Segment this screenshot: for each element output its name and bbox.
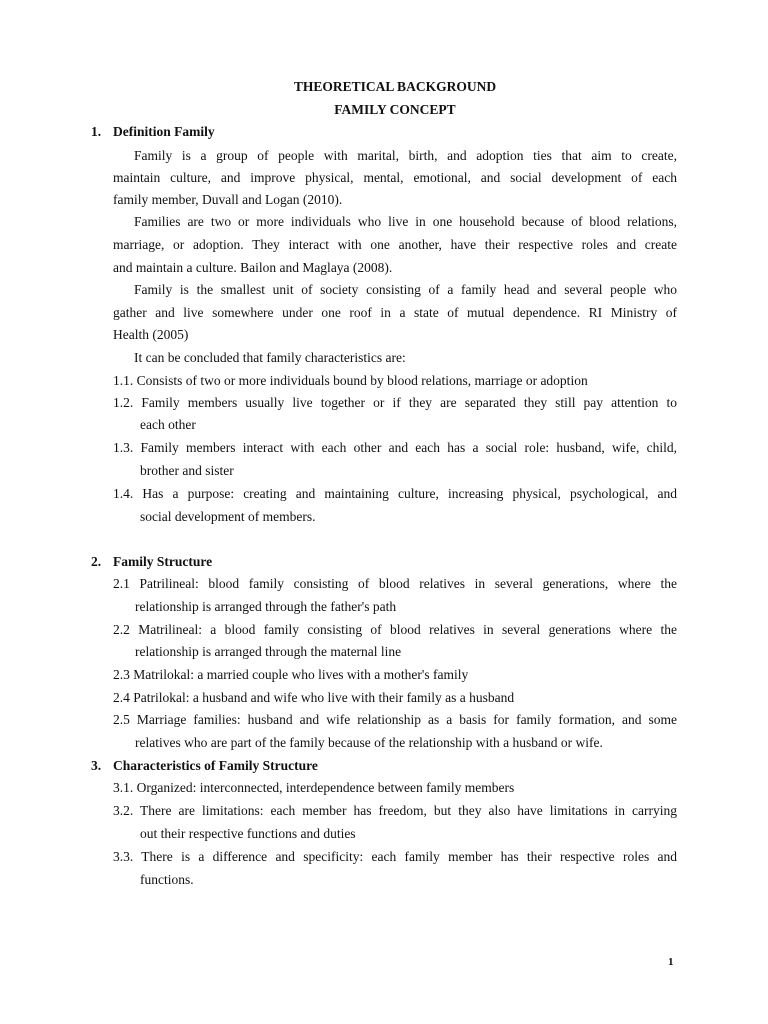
paragraph-1-line-2: maintain culture, and improve physical, mental, emotional, and social development of each: [113, 170, 677, 185]
list-item-1-4: 1.4. Has a purpose: creating and maintaining culture, increasing physical, psychological, and: [113, 486, 677, 501]
list-item-2-1-cont: relationship is arranged through the father's path: [135, 599, 397, 614]
paragraph-1-line-3: family member, Duvall and Logan (2010).: [113, 192, 343, 207]
document-subtitle: FAMILY CONCEPT: [334, 102, 456, 117]
section-1-heading: Definition Family: [113, 124, 215, 139]
list-item-2-2-cont: relationship is arranged through the maternal line: [135, 644, 402, 659]
section-2-heading: Family Structure: [113, 554, 213, 569]
paragraph-3-line-2: gather and live somewhere under one roof in a state of mutual dependence. RI Ministry of: [113, 305, 677, 320]
list-item-2-1: 2.1 Patrilineal: blood family consisting of blood relatives in several generations, where the: [113, 576, 677, 591]
paragraph-3-line-1: Family is the smallest unit of society consisting of a family head and several people who: [134, 282, 677, 297]
list-item-3-2-cont: out their respective functions and duties: [140, 826, 356, 841]
section-1-number: 1.: [91, 124, 102, 139]
list-item-1-2-cont: each other: [140, 417, 196, 432]
section-3-heading: Characteristics of Family Structure: [113, 758, 318, 773]
list-item-3-2: 3.2. There are limitations: each member has freedom, but they also have limitations in carrying: [113, 803, 677, 818]
section-2-number: 2.: [91, 554, 102, 569]
paragraph-2-line-3: and maintain a culture. Bailon and Maglaya (2008).: [113, 260, 393, 275]
paragraph-2-line-1: Families are two or more individuals who live in one household because of blood relations,: [134, 214, 677, 229]
list-item-2-5-cont: relatives who are part of the family because of the relationship with a husband or wife.: [135, 735, 603, 750]
list-item-2-3: 2.3 Matrilokal: a married couple who lives with a mother's family: [113, 667, 469, 682]
list-item-1-4-cont: social development of members.: [140, 509, 316, 524]
document-title: THEORETICAL BACKGROUND: [293, 79, 497, 94]
paragraph-3-line-3: Health (2005): [113, 327, 189, 342]
list-item-1-2: 1.2. Family members usually live together or if they are separated they still pay attention to: [113, 395, 677, 410]
paragraph-4: It can be concluded that family characteristics are:: [134, 350, 406, 365]
list-item-3-1: 3.1. Organized: interconnected, interdependence between family members: [113, 780, 515, 795]
page-number: 1: [668, 956, 674, 968]
list-item-1-3-cont: brother and sister: [140, 463, 234, 478]
list-item-2-5: 2.5 Marriage families: husband and wife relationship as a basis for family formation, and some: [113, 712, 677, 727]
paragraph-1-line-1: Family is a group of people with marital, birth, and adoption ties that aim to create,: [134, 148, 677, 163]
section-3-number: 3.: [91, 758, 102, 773]
list-item-1-3: 1.3. Family members interact with each other and each has a social role: husband, wife, child,: [113, 440, 677, 455]
list-item-3-3: 3.3. There is a difference and specificity: each family member has their respective roles and: [113, 849, 677, 864]
list-item-3-3-cont: functions.: [140, 872, 194, 887]
list-item-2-4: 2.4 Patrilokal: a husband and wife who live with their family as a husband: [113, 690, 515, 705]
list-item-2-2: 2.2 Matrilineal: a blood family consisting of blood relatives in several generations where the: [113, 622, 677, 637]
list-item-1-1: 1.1. Consists of two or more individuals bound by blood relations, marriage or adoption: [113, 373, 588, 388]
paragraph-2-line-2: marriage, or adoption. They interact with one another, have their respective roles and create: [113, 237, 677, 252]
